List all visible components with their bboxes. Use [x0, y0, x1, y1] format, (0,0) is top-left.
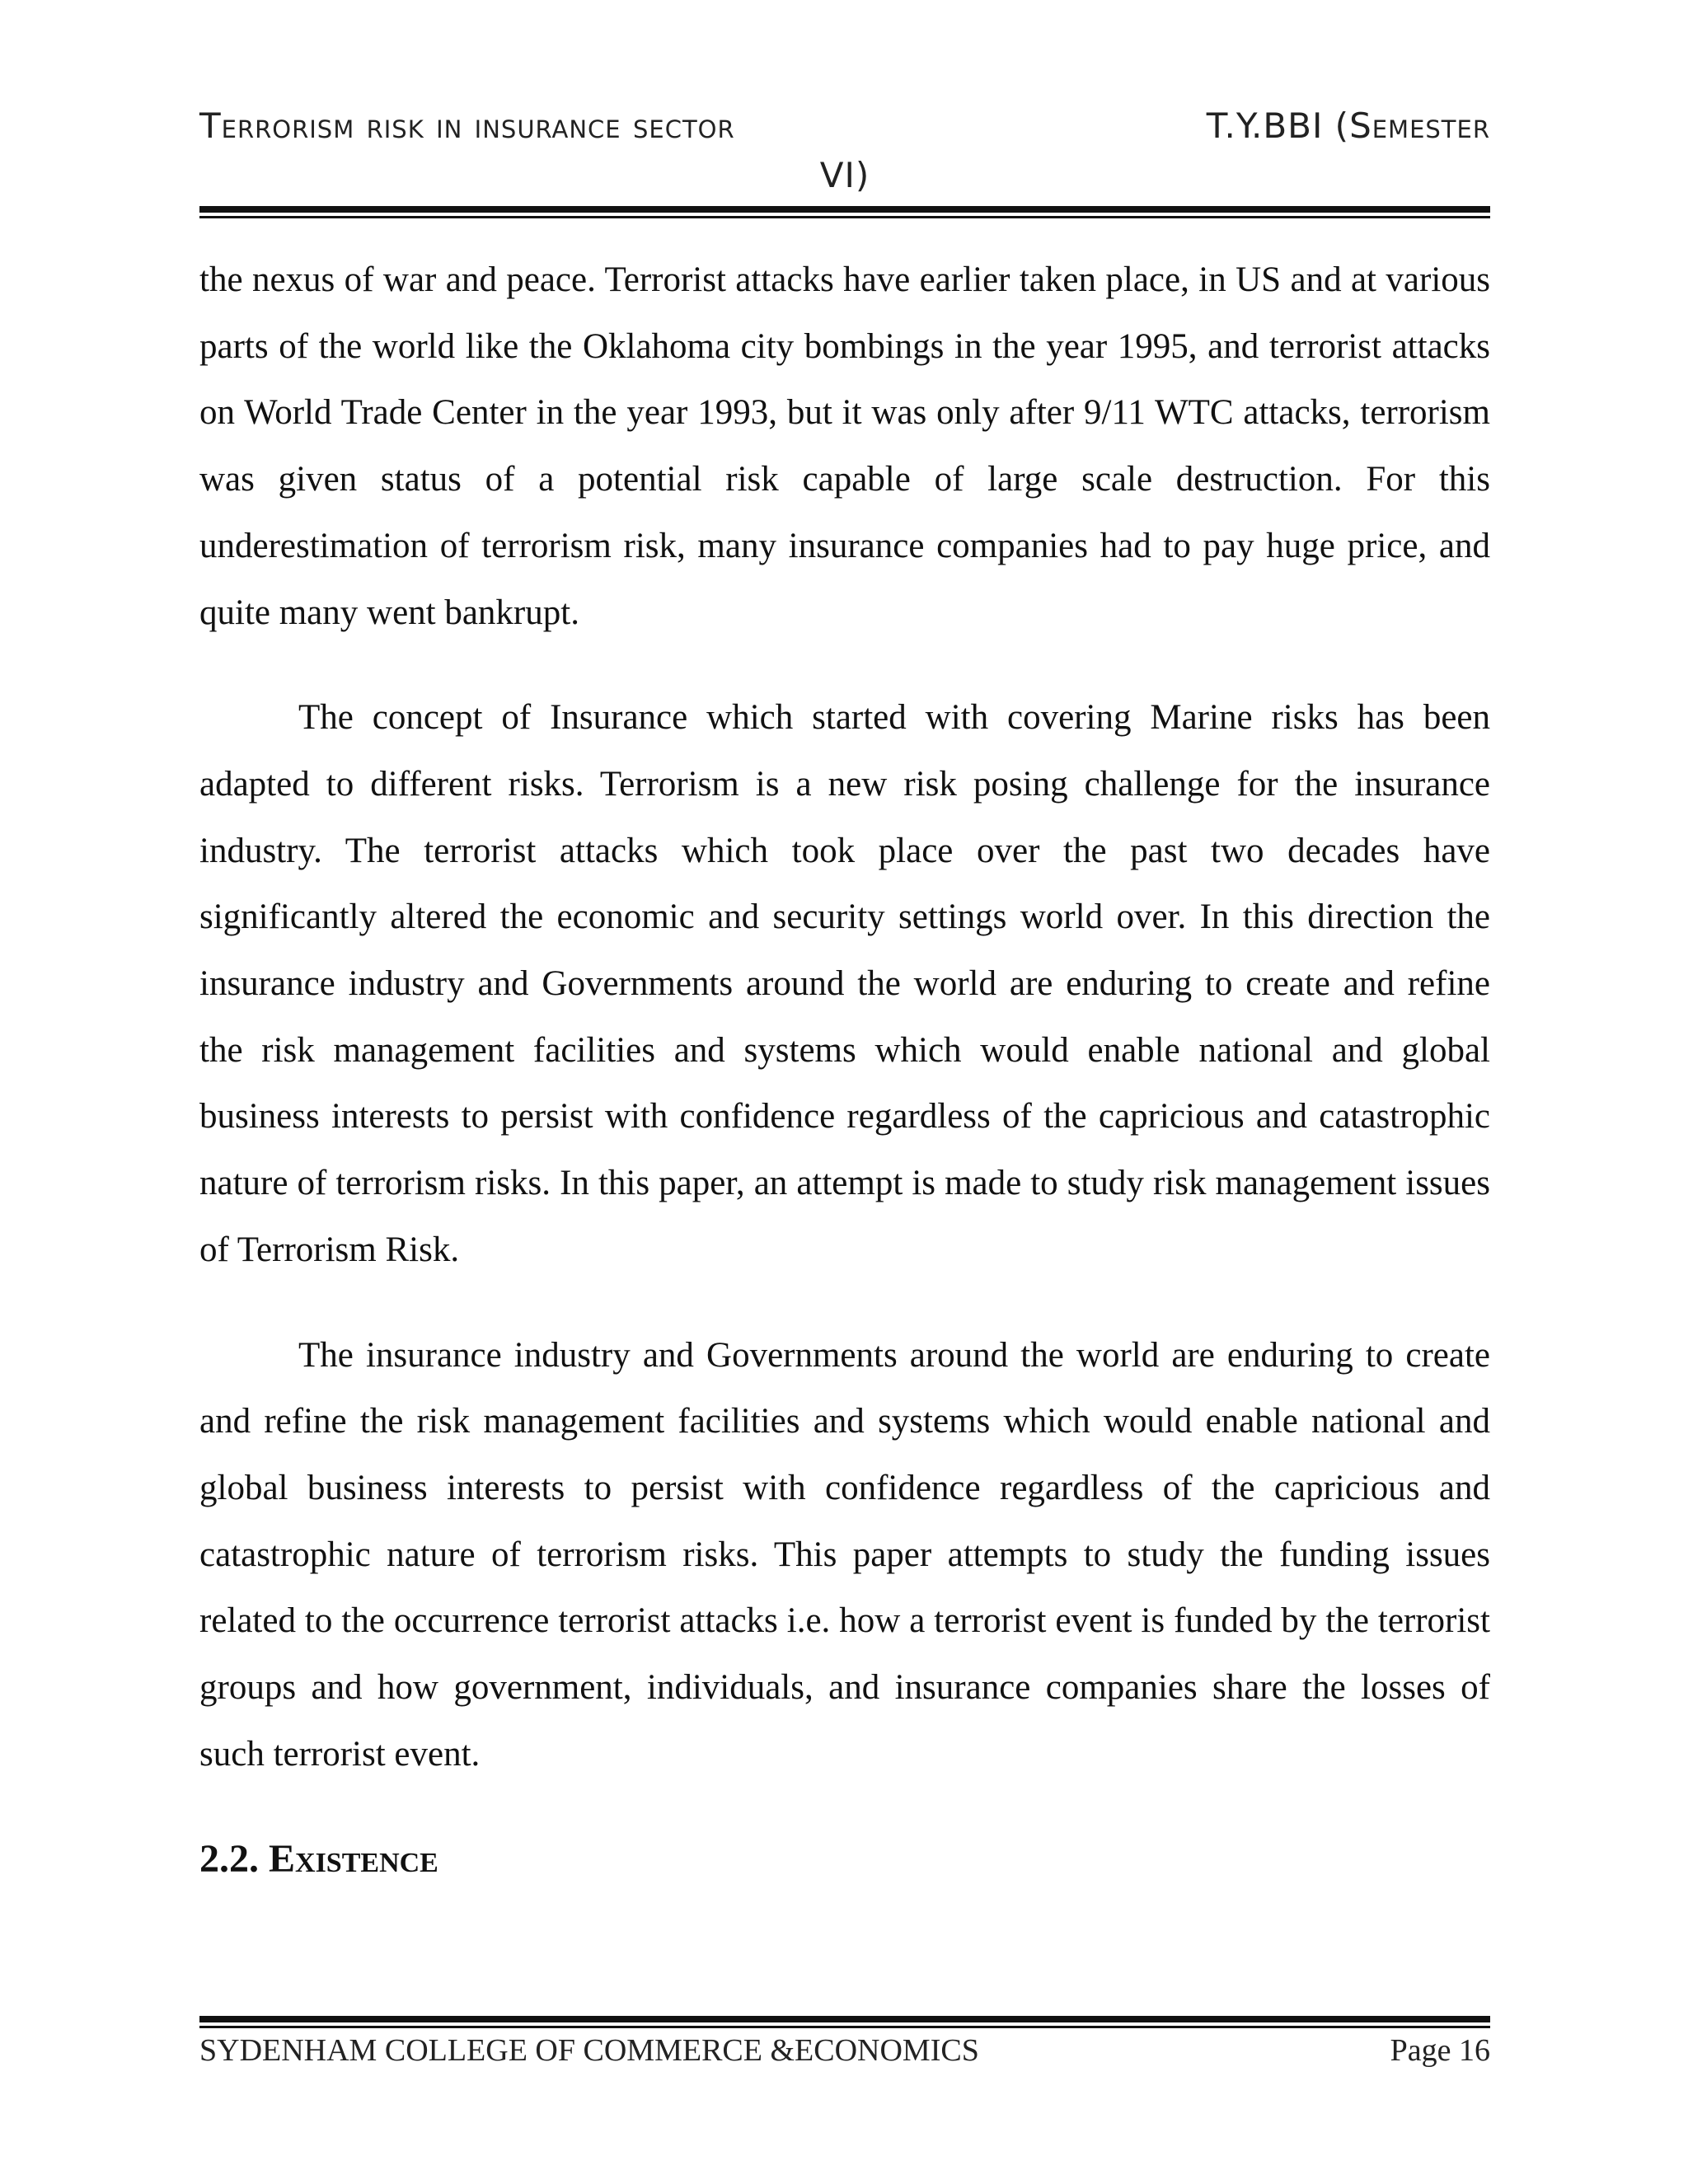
page-number: Page 16 [1390, 2033, 1490, 2068]
header-rule-thick [199, 206, 1490, 213]
paragraph-3: The insurance industry and Governments around the world are enduring to create and refine the risk management facilities and systems which would enable national and global business interests to persist with confidence regardless of the capricious and catastrophic nature of terrorism risks. This paper attempts to study the funding issues related to the occurrence terrorist attacks i.e. how a terrorist event is funded by the terrorist groups and how government, individuals, and insurance companies share the losses of such terrorist event. [199, 1335, 1490, 1774]
footer-rule-thin [199, 2026, 1490, 2028]
paragraph-2: The concept of Insurance which started with covering Marine risks has been adapted to different risks. Terrorism is a new risk posing challenge for the insurance industry. The terrorist attacks which took place over the past two decades have significantly altered the economic and security settings world over. In this direction the insurance industry and Governments around the world are enduring to create and refine the risk management facilities and systems which would enable national and global business interests to persist with confidence regardless of the capricious and catastrophic nature of terrorism risks. In this paper, an attempt is made to study risk management issues of Terrorism Risk. [199, 698, 1490, 1269]
paragraph-1: the nexus of war and peace. Terrorist attacks have earlier taken place, in US and at various parts of the world like the Oklahoma city bombings in the year 1995, and terrorist attacks on World Trade Center in the year 1993, but it was only after 9/11 WTC attacks, terrorism was given status of a potential risk capable of large scale destruction. For this underestimation of terrorism risk, many insurance companies had to pay huge price, and quite many went bankrupt. [199, 260, 1490, 632]
header-course: T.Y.BBI (Semester [1206, 105, 1490, 146]
header-rule-thin [199, 216, 1490, 218]
header-course-continuation: VI) [819, 155, 870, 195]
header-title: Terrorism risk in insurance sector [199, 105, 735, 146]
footer-rule-thick [199, 2016, 1490, 2022]
footer-college: SYDENHAM COLLEGE OF COMMERCE &ECONOMICS [199, 2033, 979, 2068]
section-heading: 2.2. Existence [199, 1837, 438, 1881]
page-header [199, 105, 1490, 203]
body-text [199, 247, 1490, 1826]
